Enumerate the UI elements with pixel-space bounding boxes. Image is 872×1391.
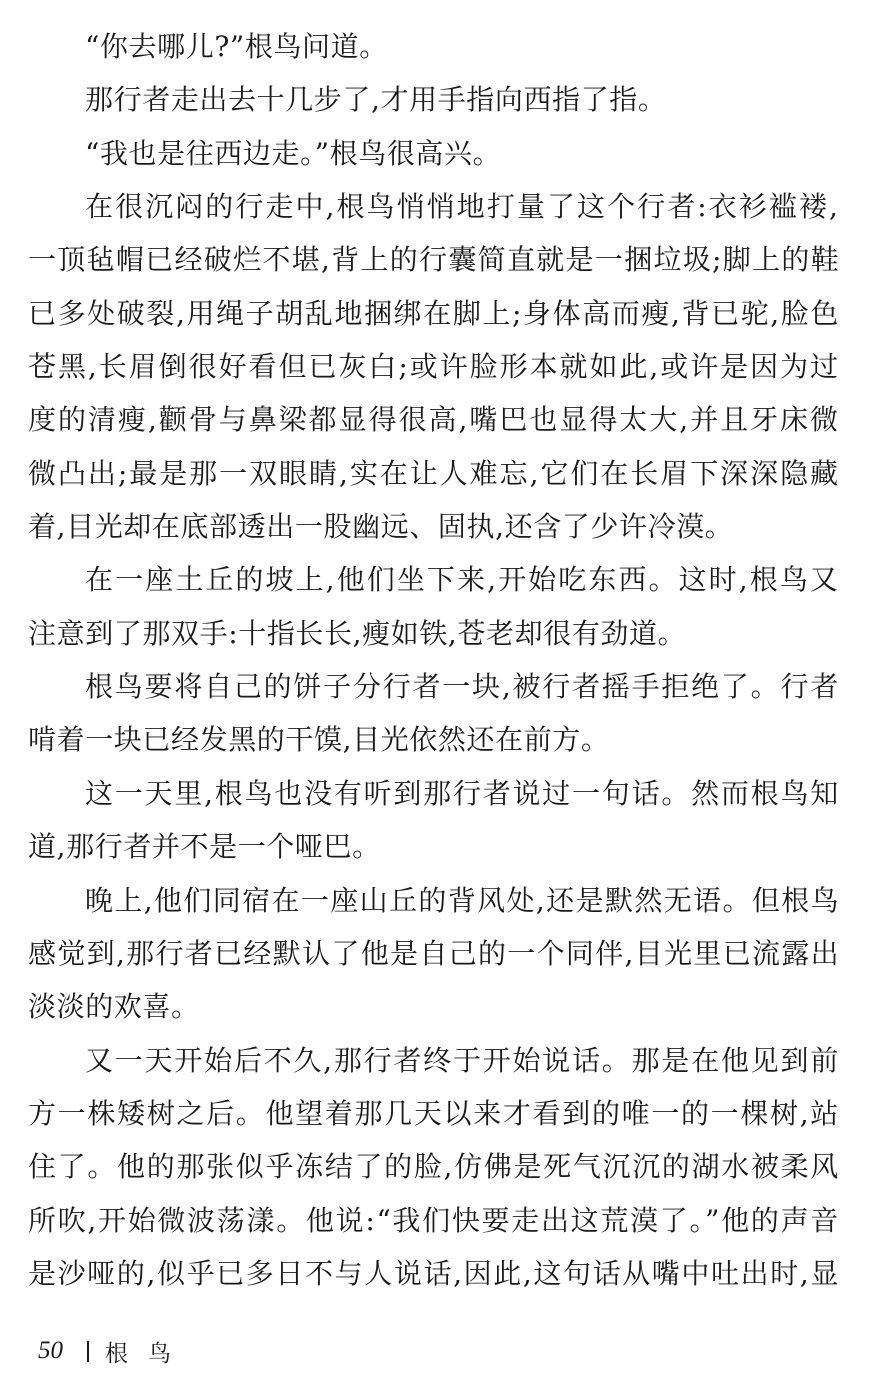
text-line: 在一座土丘的坡上,他们坐下来,开始吃东西。这时,根鸟又 [85, 563, 840, 597]
text-line: 在很沉闷的行走中,根鸟悄悄地打量了这个行者:衣衫褴褛, [85, 190, 840, 224]
text-line: 住了。他的那张似乎冻结了的脸,仿佛是死气沉沉的湖水被柔风 [28, 1150, 840, 1184]
text-line: 感觉到,那行者已经默认了他是自己的一个同伴,目光里已流露出 [28, 936, 840, 970]
text-line: 所吹,开始微波荡漾。他说:“我们快要走出这荒漠了。”他的声音 [28, 1203, 840, 1237]
text-line: 那行者走出去十几步了,才用手指向西指了指。 [85, 83, 667, 117]
text-line: 根鸟要将自己的饼子分行者一块,被行者摇手拒绝了。行者 [85, 670, 840, 704]
text-line: 啃着一块已经发黑的干馍,目光依然还在前方。 [28, 723, 610, 757]
text-line: “你去哪儿?”根鸟问道。 [85, 30, 388, 63]
text-line: 这一天里,根鸟也没有听到那行者说过一句话。然而根鸟知 [85, 776, 840, 810]
footer-divider [87, 1341, 89, 1362]
text-line: “我也是往西边走。”根鸟很高兴。 [85, 136, 502, 170]
text-line: 一顶毡帽已经破烂不堪,背上的行囊简直就是一捆垃圾;脚上的鞋 [28, 243, 840, 277]
text-line: 苍黑,长眉倒很好看但已灰白;或许脸形本就如此,或许是因为过 [28, 350, 840, 384]
text-line: 度的清瘦,颧骨与鼻梁都显得很高,嘴巴也显得太大,并且牙床微 [28, 403, 840, 437]
text-line: 注意到了那双手:十指长长,瘦如铁,苍老却很有劲道。 [28, 616, 687, 650]
text-line: 已多处破裂,用绳子胡乱地捆绑在脚上;身体高而瘦,背已驼,脸色 [28, 296, 840, 330]
text-line: 微凸出;最是那一双眼睛,实在让人难忘,它们在长眉下深深隐藏 [28, 456, 840, 490]
running-title: 根鸟 [105, 1340, 191, 1367]
text-line: 方一株矮树之后。他望着那几天以来才看到的唯一的一棵树,站 [28, 1096, 840, 1130]
body-text [28, 20, 840, 1300]
text-line: 又一天开始后不久,那行者终于开始说话。那是在他见到前 [85, 1043, 840, 1077]
page-number: 50 [38, 1337, 63, 1364]
text-line: 晚上,他们同宿在一座山丘的背风处,还是默然无语。但根鸟 [85, 883, 840, 917]
text-line: 是沙哑的,似乎已多日不与人说话,因此,这句话从嘴中吐出时,显 [28, 1256, 840, 1290]
text-line: 着,目光却在底部透出一股幽远、固执,还含了少许冷漠。 [28, 510, 734, 544]
text-line: 淡淡的欢喜。 [28, 990, 200, 1024]
page-footer [38, 1331, 191, 1371]
text-line: 道,那行者并不是一个哑巴。 [28, 830, 381, 864]
